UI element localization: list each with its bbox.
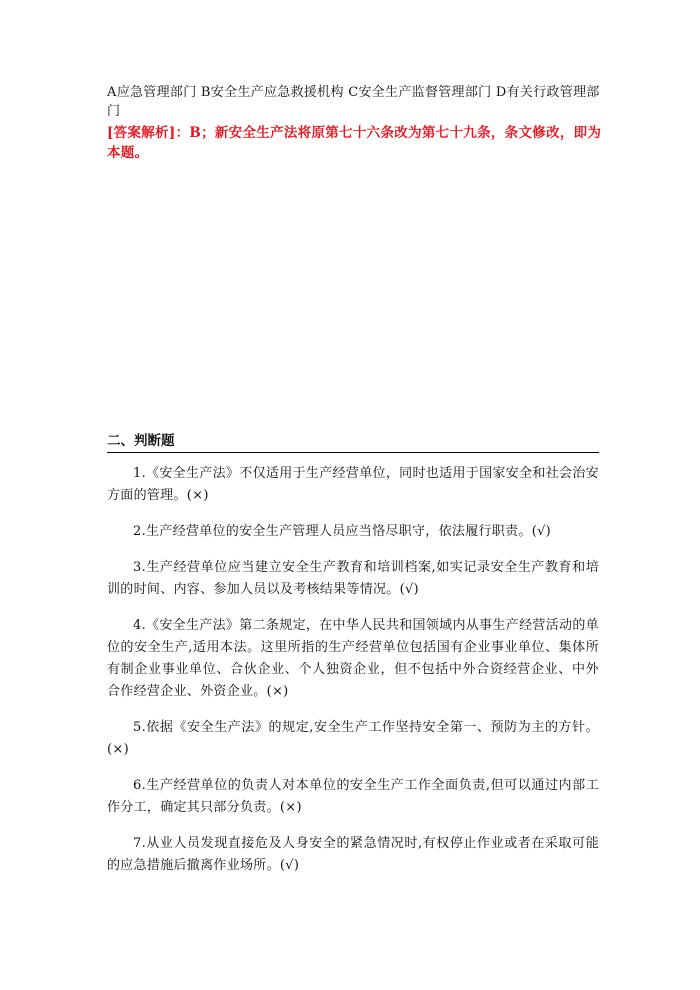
choice-options: A应急管理部门 B安全生产应急救援机构 C安全生产监督管理部门 D有关行政管理部门 xyxy=(107,85,600,119)
question-item: 7.从业人员发现直接危及人身安全的紧急情况时,有权停止作业或者在采取可能的应急措施后撤离作业场所。(√) xyxy=(107,836,599,873)
question-item: 2.生产经营单位的安全生产管理人员应当恪尽职守，依法履行职责。(√) xyxy=(133,524,552,539)
question-item: 5.依据《安全生产法》的规定,安全生产工作坚持安全第一、预防为主的方针。(×) xyxy=(107,720,599,757)
question-item: 1.《安全生产法》不仅适用于生产经营单位，同时也适用于国家安全和社会治安方面的管理。(×) xyxy=(107,466,599,503)
question-list xyxy=(107,463,599,891)
answer-explanation: [答案解析]：B；新安全生产法将原第七十六条改为第七十九条，条文修改，即为本题。 xyxy=(107,125,602,161)
section-title: 二、判断题 xyxy=(107,430,599,453)
question-item: 6.生产经营单位的负责人对本单位的安全生产工作全面负责,但可以通过内部工作分工，确定其只部分负责。(×) xyxy=(107,778,599,815)
question-item: 3.生产经营单位应当建立安全生产教育和培训档案,如实记录安全生产教育和培训的时间、内容、参加人员以及考核结果等情况。(√) xyxy=(107,560,599,597)
question-item: 4.《安全生产法》第二条规定，在中华人民共和国领域内从事生产经营活动的单位的安全生产,适用本法。这里所指的生产经营单位包括国有企业事业单位、集体所有制企业事业单位、合伙企业、个人独资企业，但不包括中外合资经营企业、中外合作经营企业、外资企业。(×) xyxy=(107,618,599,699)
